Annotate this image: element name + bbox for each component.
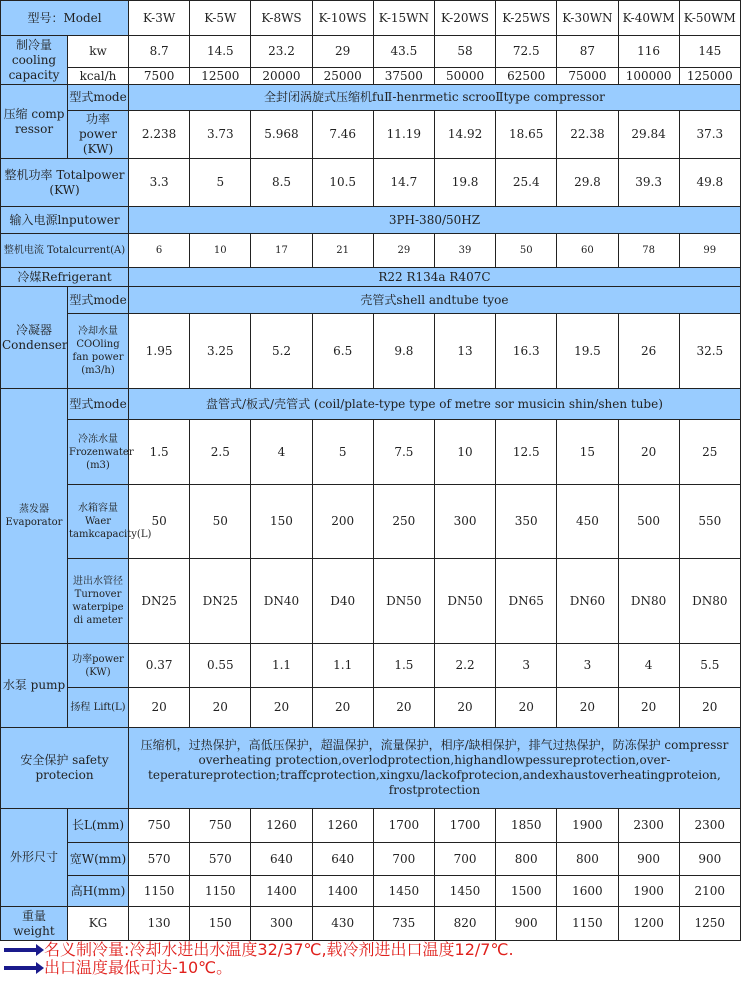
cell: 1.5 xyxy=(373,644,434,688)
model-header: K-8WS xyxy=(251,1,312,36)
cell: 100000 xyxy=(618,68,679,85)
table-row xyxy=(1,111,741,159)
cell: 1260 xyxy=(312,809,373,843)
cell: 2.2 xyxy=(434,644,495,688)
cell: 2100 xyxy=(679,876,740,907)
notes xyxy=(0,941,740,977)
cell: 1.95 xyxy=(129,314,190,389)
cell: 25 xyxy=(679,420,740,485)
cell: DN40 xyxy=(251,559,312,644)
row-label: 制冷量 cooling capacity xyxy=(1,36,68,85)
cell: 5.968 xyxy=(251,111,312,159)
cell: 3 xyxy=(557,644,618,688)
cell: 2300 xyxy=(679,809,740,843)
cell: 10.5 xyxy=(312,159,373,207)
cell: 2.238 xyxy=(129,111,190,159)
span-value: 壳管式shell andtube tyoe xyxy=(129,287,741,314)
cell: 78 xyxy=(618,234,679,268)
model-header: K-20WS xyxy=(434,1,495,36)
row-label: 输入电源lnputower xyxy=(1,207,129,234)
cell: 29.8 xyxy=(557,159,618,207)
sub-label: kcal/h xyxy=(68,68,129,85)
table-row xyxy=(1,268,741,287)
cell: 2.5 xyxy=(190,420,251,485)
cell: 430 xyxy=(312,907,373,941)
cell: 60 xyxy=(557,234,618,268)
arrow-icon xyxy=(4,966,38,970)
table-row xyxy=(1,287,741,314)
cell: 7.46 xyxy=(312,111,373,159)
cell: 6.5 xyxy=(312,314,373,389)
cell: 20 xyxy=(618,688,679,728)
cell: 75000 xyxy=(557,68,618,85)
cell: 250 xyxy=(373,485,434,559)
sub-label: 高H(mm) xyxy=(68,876,129,907)
cell: 12.5 xyxy=(496,420,557,485)
sub-label: 长L(mm) xyxy=(68,809,129,843)
model-header: K-50WM xyxy=(679,1,740,36)
row-label: 重量 weight xyxy=(1,907,68,941)
cell: 32.5 xyxy=(679,314,740,389)
sub-label: 扬程 Lift(L) xyxy=(68,688,129,728)
cell: DN50 xyxy=(434,559,495,644)
table-row xyxy=(1,159,741,207)
cell: DN25 xyxy=(129,559,190,644)
span-value: R22 R134a R407C xyxy=(129,268,741,287)
cell: 1250 xyxy=(679,907,740,941)
row-label: 压缩 comp ressor xyxy=(1,85,68,159)
sub-label: 型式mode xyxy=(68,287,129,314)
sub-label: kw xyxy=(68,36,129,68)
cell: 145 xyxy=(679,36,740,68)
cell: 20 xyxy=(618,420,679,485)
cell: 450 xyxy=(557,485,618,559)
cell: 0.55 xyxy=(190,644,251,688)
model-header: K-25WS xyxy=(496,1,557,36)
cell: 1450 xyxy=(434,876,495,907)
cell: 20000 xyxy=(251,68,312,85)
cell: 4 xyxy=(251,420,312,485)
table-row xyxy=(1,728,741,809)
cell: 570 xyxy=(190,843,251,876)
cell: 1900 xyxy=(557,809,618,843)
cell: 8.5 xyxy=(251,159,312,207)
cell: 1500 xyxy=(496,876,557,907)
cell: 1150 xyxy=(190,876,251,907)
note-text: 出口温度最低可达-10℃。 xyxy=(44,958,233,977)
cell: 43.5 xyxy=(373,36,434,68)
cell: 18.65 xyxy=(496,111,557,159)
header-label: 型号：Model xyxy=(1,1,129,36)
sub-label: 功率 power (KW) xyxy=(68,111,129,159)
table-row xyxy=(1,559,741,644)
cell: 13 xyxy=(434,314,495,389)
cell: 20 xyxy=(496,688,557,728)
cell: 26 xyxy=(618,314,679,389)
cell: 900 xyxy=(618,843,679,876)
cell: DN80 xyxy=(679,559,740,644)
cell: 640 xyxy=(251,843,312,876)
cell: 99 xyxy=(679,234,740,268)
model-header: K-5W xyxy=(190,1,251,36)
cell: 300 xyxy=(251,907,312,941)
cell: DN65 xyxy=(496,559,557,644)
cell: 87 xyxy=(557,36,618,68)
cell: 5 xyxy=(312,420,373,485)
cell: 12500 xyxy=(190,68,251,85)
table-row xyxy=(1,876,741,907)
cell: 900 xyxy=(679,843,740,876)
arrow-icon xyxy=(4,948,38,952)
cell: 200 xyxy=(312,485,373,559)
table-row xyxy=(1,843,741,876)
row-label: 冷凝器 Condenser xyxy=(1,287,68,389)
cell: 17 xyxy=(251,234,312,268)
cell: 10 xyxy=(434,420,495,485)
span-value: 全封闭涡旋式压缩机fuⅡ-henrmetic scrooⅡtype compressor xyxy=(129,85,741,111)
cell: 20 xyxy=(251,688,312,728)
table-row xyxy=(1,389,741,420)
cell: 22.38 xyxy=(557,111,618,159)
cell: 9.8 xyxy=(373,314,434,389)
sub-label: 型式mode xyxy=(68,85,129,111)
cell: 50000 xyxy=(434,68,495,85)
cell: 1600 xyxy=(557,876,618,907)
note-text: 名义制冷量:冷却水进出水温度32/37℃,载冷剂进出口温度12/7℃. xyxy=(44,940,514,959)
cell: 20 xyxy=(312,688,373,728)
cell: 3.25 xyxy=(190,314,251,389)
cell: 1700 xyxy=(434,809,495,843)
sub-label: 功率power (KW) xyxy=(68,644,129,688)
cell: 4 xyxy=(618,644,679,688)
cell: 14.5 xyxy=(190,36,251,68)
cell: 1400 xyxy=(251,876,312,907)
cell: 116 xyxy=(618,36,679,68)
row-label: 安全保护 safety protecion xyxy=(1,728,129,809)
cell: 37.3 xyxy=(679,111,740,159)
cell: 11.19 xyxy=(373,111,434,159)
cell: 350 xyxy=(496,485,557,559)
cell: 19.8 xyxy=(434,159,495,207)
cell: 750 xyxy=(129,809,190,843)
row-label: 水泵 pump xyxy=(1,644,68,728)
cell: 5 xyxy=(190,159,251,207)
cell: 3 xyxy=(496,644,557,688)
row-label: 外形尺寸 xyxy=(1,809,68,907)
cell: 900 xyxy=(496,907,557,941)
cell: DN60 xyxy=(557,559,618,644)
cell: 820 xyxy=(434,907,495,941)
cell: 7500 xyxy=(129,68,190,85)
cell: 39 xyxy=(434,234,495,268)
span-value: 压缩机，过热保护，高低压保护，超温保护，流量保护，相序/缺相保护，排气过热保护，防冻保护 compressr overheating protection,overlodprotection,highandlowpessureprotection,over-teperatureprotection;traffcprotection,xingxu/lackofprotecion,andexhaustoverheatingproteion, frostprotection xyxy=(129,728,741,809)
table-row xyxy=(1,907,741,941)
sub-label: KG xyxy=(68,907,129,941)
cell: DN80 xyxy=(618,559,679,644)
cell: 5.5 xyxy=(679,644,740,688)
cell: 58 xyxy=(434,36,495,68)
cell: 3.73 xyxy=(190,111,251,159)
sub-label: 宽W(mm) xyxy=(68,843,129,876)
cell: 735 xyxy=(373,907,434,941)
cell: 50 xyxy=(190,485,251,559)
cell: 1.1 xyxy=(251,644,312,688)
cell: 72.5 xyxy=(496,36,557,68)
cell: 19.5 xyxy=(557,314,618,389)
table-row xyxy=(1,420,741,485)
table-row xyxy=(1,234,741,268)
cell: 29.84 xyxy=(618,111,679,159)
cell: 20 xyxy=(129,688,190,728)
cell: 39.3 xyxy=(618,159,679,207)
cell: 570 xyxy=(129,843,190,876)
cell: 150 xyxy=(251,485,312,559)
table-row xyxy=(1,68,741,85)
cell: 2300 xyxy=(618,809,679,843)
cell: 20 xyxy=(557,688,618,728)
cell: 1.1 xyxy=(312,644,373,688)
cell: 5.2 xyxy=(251,314,312,389)
cell: 23.2 xyxy=(251,36,312,68)
cell: 20 xyxy=(373,688,434,728)
cell: 1260 xyxy=(251,809,312,843)
cell: 125000 xyxy=(679,68,740,85)
cell: DN25 xyxy=(190,559,251,644)
cell: 500 xyxy=(618,485,679,559)
cell: 1400 xyxy=(312,876,373,907)
table-row xyxy=(1,1,741,36)
cell: 800 xyxy=(557,843,618,876)
cell: 14.92 xyxy=(434,111,495,159)
cell: 50 xyxy=(496,234,557,268)
cell: 130 xyxy=(129,907,190,941)
span-value: 3PH-380/50HZ xyxy=(129,207,741,234)
sub-label: 冷冻水量 Frozenwater (m3) xyxy=(68,420,129,485)
model-header: K-40WM xyxy=(618,1,679,36)
table-row xyxy=(1,207,741,234)
model-header: K-30WN xyxy=(557,1,618,36)
cell: 37500 xyxy=(373,68,434,85)
table-row xyxy=(1,809,741,843)
cell: 300 xyxy=(434,485,495,559)
cell: 700 xyxy=(434,843,495,876)
cell: 29 xyxy=(312,36,373,68)
cell: 1850 xyxy=(496,809,557,843)
row-label: 蒸发器 Evaporator xyxy=(1,389,68,644)
cell: 49.8 xyxy=(679,159,740,207)
cell: 750 xyxy=(190,809,251,843)
cell: 8.7 xyxy=(129,36,190,68)
cell: 1700 xyxy=(373,809,434,843)
cell: 1450 xyxy=(373,876,434,907)
sub-label: 型式mode xyxy=(68,389,129,420)
table-row xyxy=(1,688,741,728)
cell: 14.7 xyxy=(373,159,434,207)
cell: 20 xyxy=(434,688,495,728)
table-row xyxy=(1,314,741,389)
row-label: 整机功率 Totalpower (KW) xyxy=(1,159,129,207)
cell: 0.37 xyxy=(129,644,190,688)
sub-label: 水箱容量 Waer tamkcapacity(L) xyxy=(68,485,129,559)
note-1 xyxy=(4,941,740,959)
span-value: 盘管式/板式/壳管式 (coil/plate-type type of metre sor musicin shin/shen tube) xyxy=(129,389,741,420)
cell: 1150 xyxy=(129,876,190,907)
cell: 1900 xyxy=(618,876,679,907)
cell: 10 xyxy=(190,234,251,268)
cell: D40 xyxy=(312,559,373,644)
cell: 15 xyxy=(557,420,618,485)
table-row xyxy=(1,485,741,559)
row-label: 冷媒Refrigerant xyxy=(1,268,129,287)
table-row xyxy=(1,36,741,68)
cell: 7.5 xyxy=(373,420,434,485)
cell: 150 xyxy=(190,907,251,941)
cell: 20 xyxy=(190,688,251,728)
table-row xyxy=(1,85,741,111)
note-2 xyxy=(4,959,740,977)
cell: 1200 xyxy=(618,907,679,941)
model-header: K-3W xyxy=(129,1,190,36)
cell: 20 xyxy=(679,688,740,728)
cell: 1.5 xyxy=(129,420,190,485)
cell: 3.3 xyxy=(129,159,190,207)
row-label: 整机电流 Totalcurrent(A) xyxy=(1,234,129,268)
cell: 550 xyxy=(679,485,740,559)
cell: 21 xyxy=(312,234,373,268)
cell: DN50 xyxy=(373,559,434,644)
cell: 800 xyxy=(496,843,557,876)
sub-label: 进出水管径 Turnover waterpipe di ameter xyxy=(68,559,129,644)
cell: 29 xyxy=(373,234,434,268)
table-row xyxy=(1,644,741,688)
cell: 6 xyxy=(129,234,190,268)
sub-label: 冷却水量 COOling fan power (m3/h) xyxy=(68,314,129,389)
model-header: K-15WN xyxy=(373,1,434,36)
cell: 1150 xyxy=(557,907,618,941)
cell: 62500 xyxy=(496,68,557,85)
model-header: K-10WS xyxy=(312,1,373,36)
cell: 640 xyxy=(312,843,373,876)
cell: 16.3 xyxy=(496,314,557,389)
cell: 700 xyxy=(373,843,434,876)
cell: 50 xyxy=(129,485,190,559)
cell: 25000 xyxy=(312,68,373,85)
cell: 25.4 xyxy=(496,159,557,207)
